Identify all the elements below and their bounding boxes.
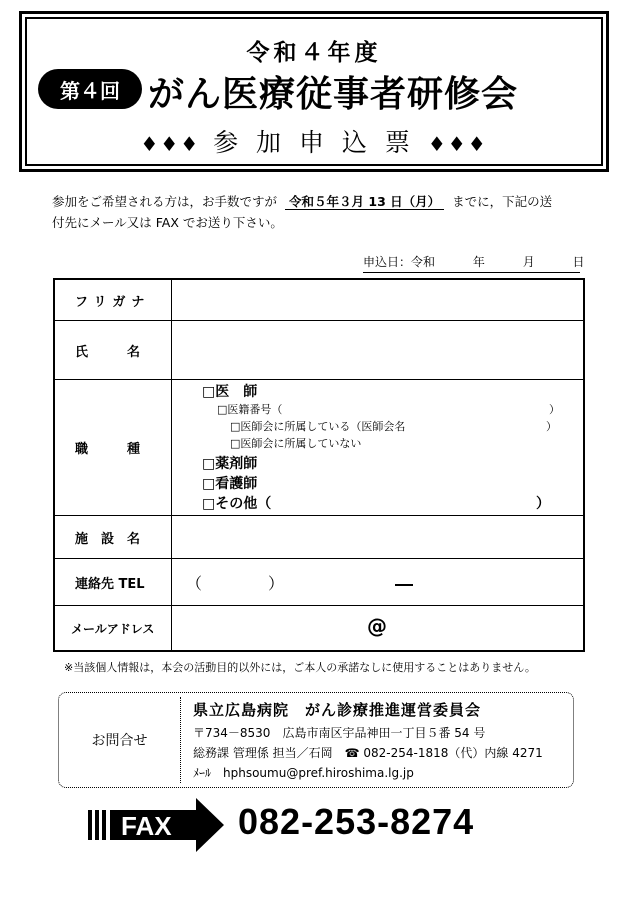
tel-label-text: 連絡先 TEL [75,576,145,592]
other-close-paren: ） [536,496,550,512]
fax-logo-text: FAX [121,811,172,841]
contact-box [58,692,574,788]
checkbox-not-member[interactable]: □医師会に所属していない [230,437,362,450]
application-date-label: 申込日：令和 [363,255,436,269]
day-unit: 日 [572,255,585,269]
name-label-text: 氏 名 [75,344,141,360]
ornament-left: ♦♦♦ [140,132,201,156]
fax-number: 082-253-8274 [238,801,475,842]
facility-label-text: 施 設 名 [75,531,141,547]
deadline: 令和５年３月 13 日（月） [285,194,444,210]
intro-line-1 [52,191,592,212]
intro-prefix: 参加をご希望される方は，お手数ですが [52,194,278,209]
occupation-options [172,380,583,515]
at-sign: @ [367,614,387,638]
conference-title: がん医療従事者研修会 [148,74,519,115]
ornament-right: ♦♦♦ [427,132,488,156]
furigana-label [55,280,171,320]
title-banner [19,11,609,172]
email-label-text: メールアドレス [71,621,155,636]
name-label [55,321,171,379]
checkbox-doctor[interactable]: □医 師 [202,384,258,400]
tel-row [55,559,583,606]
email-row [55,606,583,650]
form-title [19,123,609,159]
license-close-paren: ） [549,403,560,416]
contact-email: ﾒｰﾙ hphsoumu@pref.hiroshima.lg.jp [193,766,414,780]
checkbox-nurse[interactable]: □看護師 [202,476,258,492]
member-close-paren: ） [546,420,557,433]
furigana-field[interactable] [172,280,583,320]
occupation-label [55,380,171,515]
facility-field[interactable] [172,516,583,558]
tel-label [55,559,171,605]
privacy-note: ※当該個人情報は，本会の活動目的以外には，ご本人の承諾なしに使用することはありません。 [64,661,536,674]
occupation-label-text: 職 種 [75,442,141,457]
tel-close-paren: ） [268,574,285,593]
application-date [363,253,585,273]
furigana-row [55,280,583,321]
intro-line-2: 付先にメール又は FAX でお送り下さい。 [52,215,283,230]
checkbox-pharmacist[interactable]: □薬剤師 [202,456,258,472]
year-unit: 年 [472,255,485,269]
facility-row [55,516,583,559]
facility-label [55,516,171,558]
email-label [55,606,171,650]
name-row [55,321,583,380]
form-title-text: 参 加 申 込 票 [213,128,415,157]
application-form-table [53,278,585,652]
month-unit: 月 [522,255,535,269]
contact-department-phone: 総務課 管理係 担当／石岡 ☎ 082-254-1818（代）内線 4271 [193,746,543,760]
checkbox-license-number[interactable]: □医籍番号（ [217,403,283,416]
fax-arrow-icon [88,798,228,852]
intro-text [52,191,592,233]
furigana-label-text: フリガナ [75,294,151,310]
intro-suffix: までに，下記の送 [452,194,553,209]
name-field[interactable] [172,321,583,379]
tel-field[interactable] [172,559,583,605]
tel-open-paren: （ [186,574,203,593]
contact-divider [180,697,181,783]
tel-dash [395,584,413,586]
checkbox-medical-association-member[interactable]: □医師会に所属している（医師会名 [230,420,406,433]
contact-address: 〒734－8530 広島市南区宇品神田一丁目５番 54 号 [193,726,486,740]
checkbox-other[interactable]: □その他（ [202,496,272,512]
fiscal-year-title: 令和４年度 [246,40,382,66]
contact-organization: 県立広島病院 がん診療推進運営委員会 [193,701,482,719]
session-badge: 第４回 [38,69,142,109]
email-field[interactable] [172,606,583,650]
contact-label: お問合せ [91,733,148,749]
occupation-row [55,380,583,516]
